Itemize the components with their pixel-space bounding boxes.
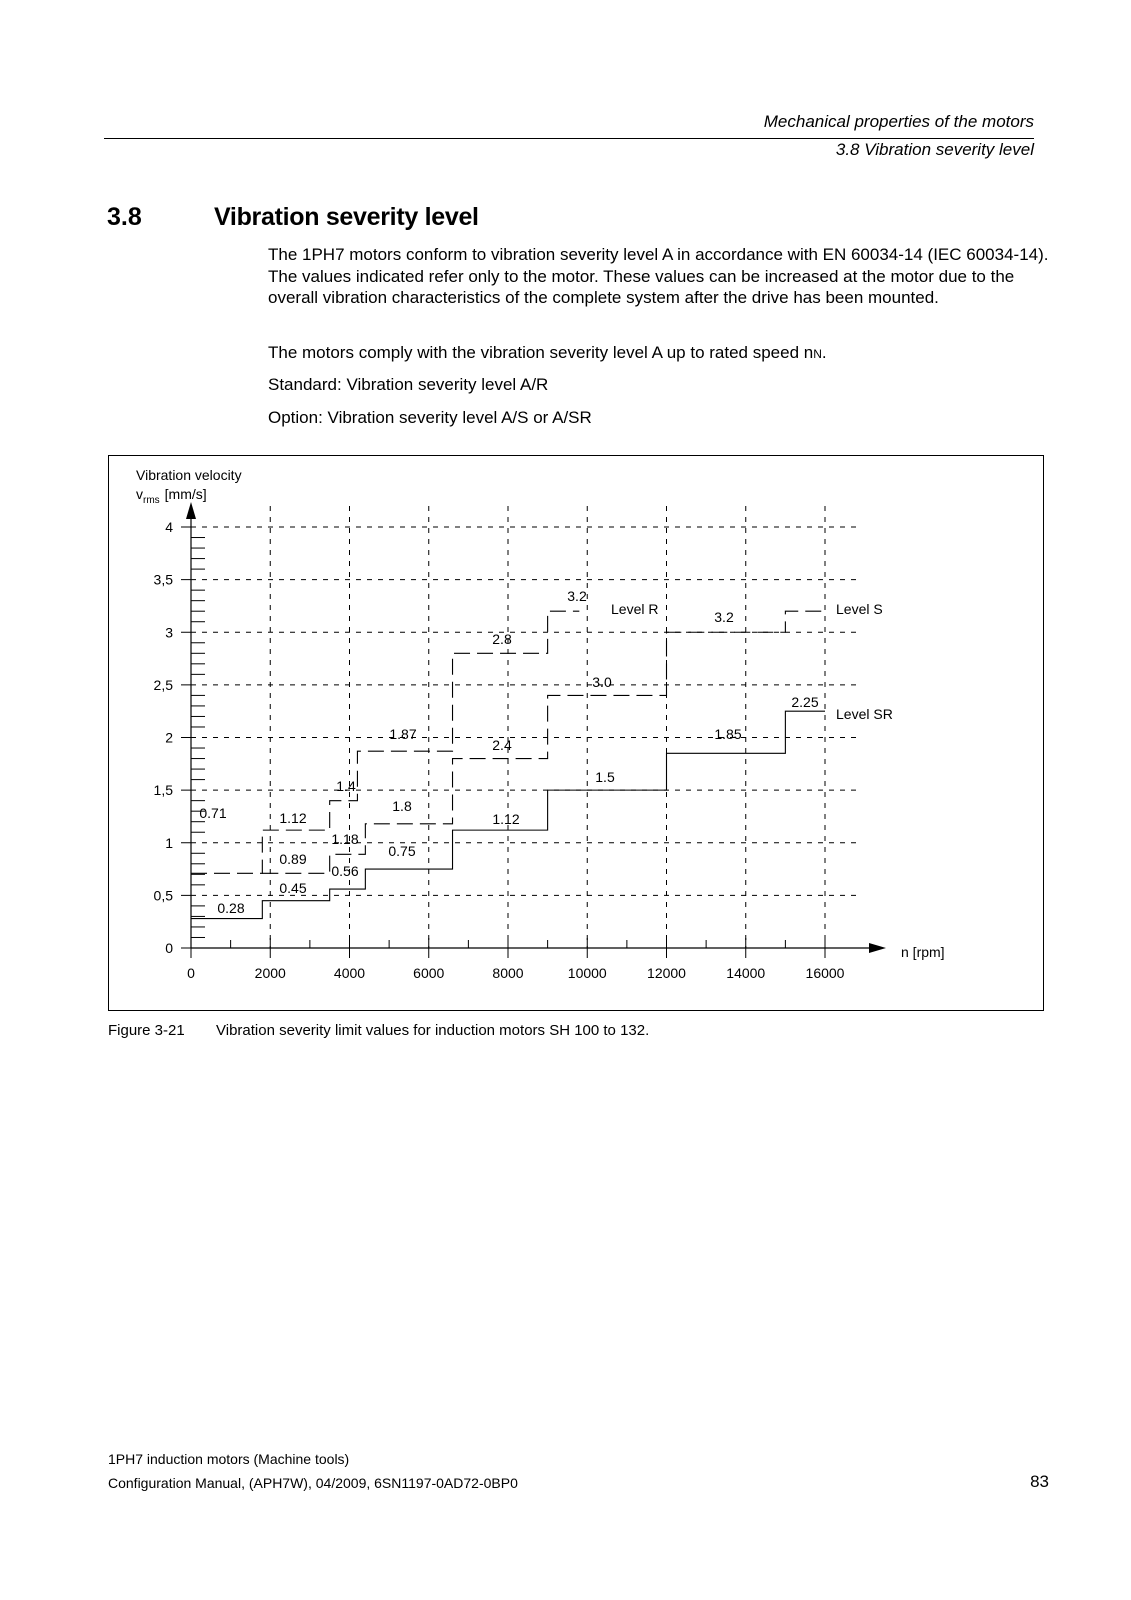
- paragraph-standard: Standard: Vibration severity level A/R: [268, 375, 549, 394]
- legend-level-sr: Level SR: [836, 706, 893, 722]
- rated-speed-text: The motors comply with the vibration severity level A up to rated speed n: [268, 343, 814, 362]
- header-rule: [104, 138, 1034, 139]
- chart-axes: [154, 502, 886, 981]
- running-header-section: 3.8 Vibration severity level: [835, 140, 1034, 159]
- x-tick-label: 12000: [647, 965, 686, 981]
- y-axis-subscript: rms: [143, 495, 160, 506]
- data-label: 0.75: [388, 843, 416, 859]
- data-label: 0.71: [199, 805, 227, 821]
- x-tick-label: 8000: [492, 965, 524, 981]
- footer-reference: Configuration Manual, (APH7W), 04/2009, 6SN1197-0AD72-0BP0: [108, 1475, 518, 1491]
- y-tick-label: 1,5: [153, 782, 173, 799]
- x-tick-label: 14000: [726, 965, 766, 981]
- y-axis-arrow: [186, 502, 196, 519]
- y-axis-title: Vibration velocity: [136, 467, 242, 483]
- running-header-chapter: Mechanical properties of the motors: [763, 112, 1034, 131]
- x-tick-label: 4000: [333, 965, 366, 981]
- y-tick-label: 2,5: [153, 676, 173, 693]
- vibration-chart: [109, 456, 1043, 1010]
- data-label: 1.5: [595, 769, 615, 785]
- y-axis-unit: [136, 486, 207, 506]
- y-axis-symbol: v: [136, 486, 143, 502]
- x-axis-title: n [rpm]: [901, 944, 945, 960]
- data-label: 1.85: [714, 726, 742, 742]
- x-tick-label: 16000: [805, 965, 845, 981]
- page-number: 83: [1030, 1472, 1049, 1491]
- y-tick-label: 2: [165, 729, 173, 746]
- data-label: 1.87: [389, 726, 417, 742]
- data-label: 1.18: [331, 831, 359, 847]
- data-label: 1.4: [336, 778, 356, 794]
- data-label: 0.28: [217, 900, 245, 916]
- y-tick-label: 0: [165, 940, 173, 956]
- figure-caption: [108, 1022, 650, 1039]
- section-title: Vibration severity level: [214, 203, 479, 231]
- y-tick-label: 3,5: [153, 571, 173, 588]
- y-tick-label: 1: [165, 834, 173, 851]
- data-label: 1.12: [279, 810, 307, 826]
- rated-speed-end: .: [821, 343, 827, 362]
- data-label: 3.0: [592, 674, 612, 690]
- data-label: 3.2: [567, 588, 587, 604]
- paragraph-option: Option: Vibration severity level A/S or A/SR: [268, 408, 592, 427]
- data-label: 1.12: [492, 811, 520, 827]
- legend-level-r: Level R: [611, 601, 659, 617]
- y-tick-label: 4: [165, 519, 173, 535]
- x-tick-label: 2000: [254, 965, 286, 981]
- figure-box: [108, 455, 1044, 1011]
- y-axis-unit-text: [mm/s]: [164, 486, 207, 502]
- figure-caption-text: Vibration severity limit values for induction motors SH 100 to 132.: [216, 1022, 650, 1039]
- data-label: 3.2: [714, 609, 734, 625]
- footer-title: 1PH7 induction motors (Machine tools): [108, 1451, 350, 1467]
- legend-level-s: Level S: [836, 601, 883, 617]
- x-tick-label: 10000: [567, 965, 607, 981]
- y-tick-label: 3: [165, 624, 173, 641]
- x-tick-label: 6000: [413, 965, 445, 981]
- paragraph-conformance: The 1PH7 motors conform to vibration severity level A in accordance with EN 60034-14 (IEC 60034-14). The values indicated refer only to the motor. These values can be increased at the motor due to the overall vibration characteristics of the complete system after the drive has been mounted.: [268, 245, 1049, 307]
- y-tick-label: 0,5: [153, 887, 173, 904]
- series-line-level-r: [191, 611, 579, 873]
- data-label: 2.25: [791, 694, 819, 710]
- x-axis-arrow: [869, 943, 886, 953]
- figure-number: Figure 3-21: [108, 1022, 185, 1039]
- x-tick-label: 0: [187, 965, 195, 981]
- data-label: 2.4: [492, 737, 512, 753]
- data-label: 2.8: [492, 631, 512, 647]
- paragraph-rated-speed: [268, 342, 1058, 366]
- data-label: 0.89: [279, 851, 307, 867]
- rated-speed-subscript: N: [813, 347, 822, 361]
- data-label: 0.56: [331, 863, 359, 879]
- data-label: 0.45: [279, 880, 307, 896]
- section-number: 3.8: [107, 203, 142, 231]
- chart-labels: [199, 588, 892, 916]
- data-label: 1.8: [392, 798, 412, 814]
